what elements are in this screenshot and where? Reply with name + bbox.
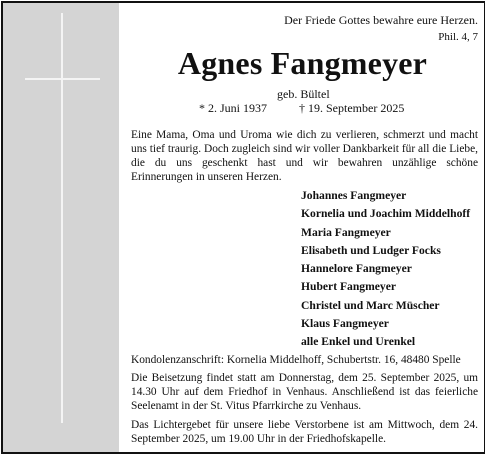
mourner-name: alle Enkel und Urenkel [301,335,416,349]
verse-reference: Phil. 4, 7 [438,31,478,43]
deceased-name: Agnes Fangmeyer [177,45,428,81]
mourner-name: Klaus Fangmeyer [301,317,389,331]
mourner-name: Christel und Marc Müscher [301,298,440,312]
cross-icon [61,13,63,423]
birth-date: * 2. Juni 1937 [199,101,268,115]
bible-verse: Der Friede Gottes bewahre eure Herzen. [284,13,478,27]
cross-icon-bar [25,78,100,80]
obituary-notice [1,1,485,454]
mourner-name: Elisabeth und Ludger Focks [301,243,441,257]
farewell-message: Eine Mama, Oma und Uroma wie dich zu verlieren, schmerzt und macht uns tief traurig. Doch zugleich sind wir voller Dankbarkeit für all die Liebe, die du uns geschenkt hast und wir bewahren unzählige schöne Erinnerungen in unseren Herzen. [131,129,478,183]
mourner-name: Hubert Fangmeyer [301,280,396,294]
mourner-name: Maria Fangmeyer [301,225,391,239]
mourner-name: Johannes Fangmeyer [301,189,407,202]
mourner-name: Hannelore Fangmeyer [301,262,412,276]
condolence-address: Kondolenzanschrift: Kornelia Middelhoff, Schubertstr. 16, 48480 Spelle [131,354,461,366]
birth-name: geb. Bültel [277,87,330,101]
prayer-notice: Das Lichtergebet für unsere liebe Verstorbene ist am Mittwoch, dem 24. September 2025, um 19.00 Uhr in der Friedhofskapelle. [131,419,478,445]
mourners-list [301,187,470,352]
funeral-notice: Die Beisetzung findet statt am Donnerstag, dem 25. September 2025, um 14.30 Uhr auf dem Friedhof in Venhaus. Anschließend ist das feierliche Seelenamt in der St. Vitus Pfarrkirche zu Venhaus. [131,372,478,412]
death-date: † 19. September 2025 [299,101,405,115]
mourner-name: Kornelia und Joachim Middelhoff [301,207,471,221]
sidebar-panel [3,3,119,452]
